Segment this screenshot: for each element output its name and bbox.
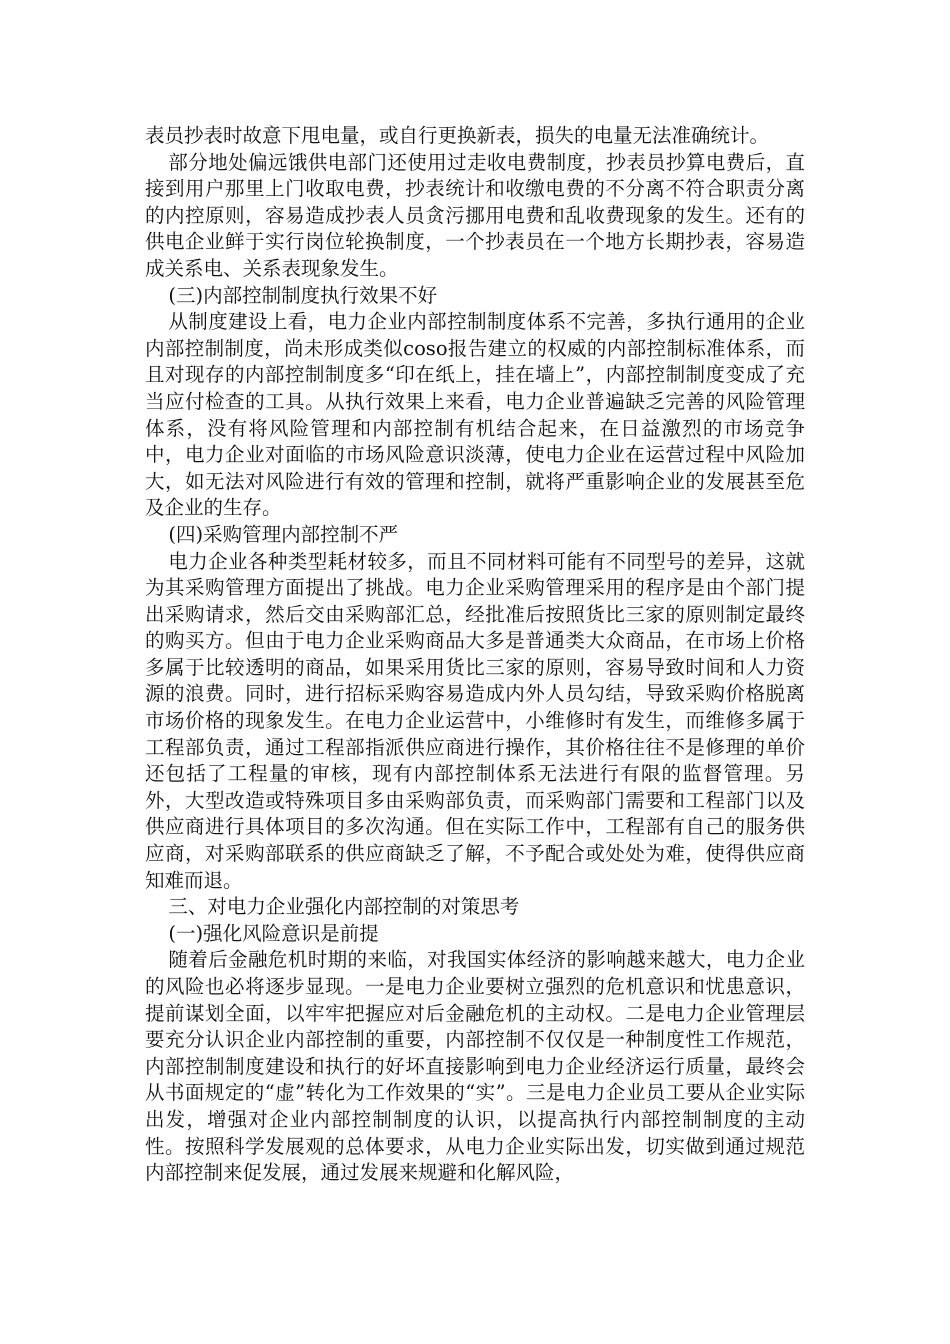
- paragraph-continued: 表员抄表时故意下甩电量，或自行更换新表，损失的电量无法准确统计。: [145, 124, 770, 147]
- section-heading-1: (一)强化风险意识是前提: [168, 921, 379, 945]
- paragraph-procurement: 电力企业各种类型耗材较多，而且不同材料可能有不同型号的差异，这就为其采购管理方面提出了挑战。电力企业采购管理采用的程序是由个部门提出采购请求，然后交由采购部汇总，经批准后按照货比三家的原则制定最终的购买方。但由于电力企业采购商品大多是普通类大众商品，在市场上价格多属于比较透明的商品，如果采用货比三家的原则，容易导致时间和人力资源的浪费。同时，进行招标采购容易造成内外人员勾结，导致采购价格脱离市场价格的现象发生。在电力企业运营中，小维修时有发生，而维修多属于工程部负责，通过工程部指派供应商进行操作，其价格往往不是修理的单价还包括了工程量的审核，现有内部控制体系无法进行有限的监督管理。另外，大型改造或特殊项目多由采购部负责，而采购部门需要和工程部门以及供应商进行具体项目的多次沟通。但在实际工作中，工程部有自己的服务供应商，对采购部联系的供应商缺乏了解，不予配合或处处为难，使得供应商知难而退。: [145, 549, 805, 892]
- document-page: [145, 123, 805, 1187]
- paragraph-risk-awareness: 随着后金融危机时期的来临，对我国实体经济的影响越来越大，电力企业的风险也必将逐步显现。一是电力企业要树立强烈的危机意识和忧患意识，提前谋划全面，以牢牢把握应对后金融危机的主动权。二是电力企业管理层要充分认识企业内部控制的重要，内部控制不仅仅是一种制度性工作规范，内部控制制度建设和执行的好坏直接影响到电力企业经济运行质量，最终会从书面规定的“虚”转化为工作效果的“实”。三是电力企业员工要从企业实际出发，增强对企业内部控制制度的认识，以提高执行内部控制制度的主动性。按照科学发展观的总体要求，从电力企业实际出发，切实做到通过规范内部控制来促发展，通过发展来规避和化解风险，: [145, 948, 805, 1185]
- section-heading-3: (三)内部控制制度执行效果不好: [168, 283, 438, 307]
- paragraph-meter-reading: 部分地处偏远饿供电部门还使用过走收电费制度，抄表员抄算电费后，直接到用户那里上门收取电费，抄表统计和收缴电费的不分离不符合职责分离的内控原则，容易造成抄表人员贪污挪用电费和乱收费现象的发生。还有的供电企业鲜于实行岗位轮换制度，一个抄表员在一个地方长期抄表，容易造成关系电、关系表现象发生。: [145, 150, 805, 280]
- chapter-heading-3: 三、对电力企业强化内部控制的对策思考: [168, 895, 520, 919]
- section-heading-4: (四)采购管理内部控制不严: [168, 522, 399, 546]
- paragraph-system-building: 从制度建设上看，电力企业内部控制制度体系不完善，多执行通用的企业内部控制制度，尚未形成类似coso报告建立的权威的内部控制标准体系，而且对现存的内部控制制度多“印在纸上，挂在墙上”，内部控制制度变成了充当应付检查的工具。从执行效果上来看，电力企业普遍缺乏完善的风险管理体系，没有将风险管理和内部控制有机结合起来，在日益激烈的市场竞争中，电力企业对面临的市场风险意识淡薄，使电力企业在运营过程中风险加大，如无法对风险进行有效的管理和控制，就将严重影响企业的发展甚至危及企业的生存。: [145, 310, 805, 520]
